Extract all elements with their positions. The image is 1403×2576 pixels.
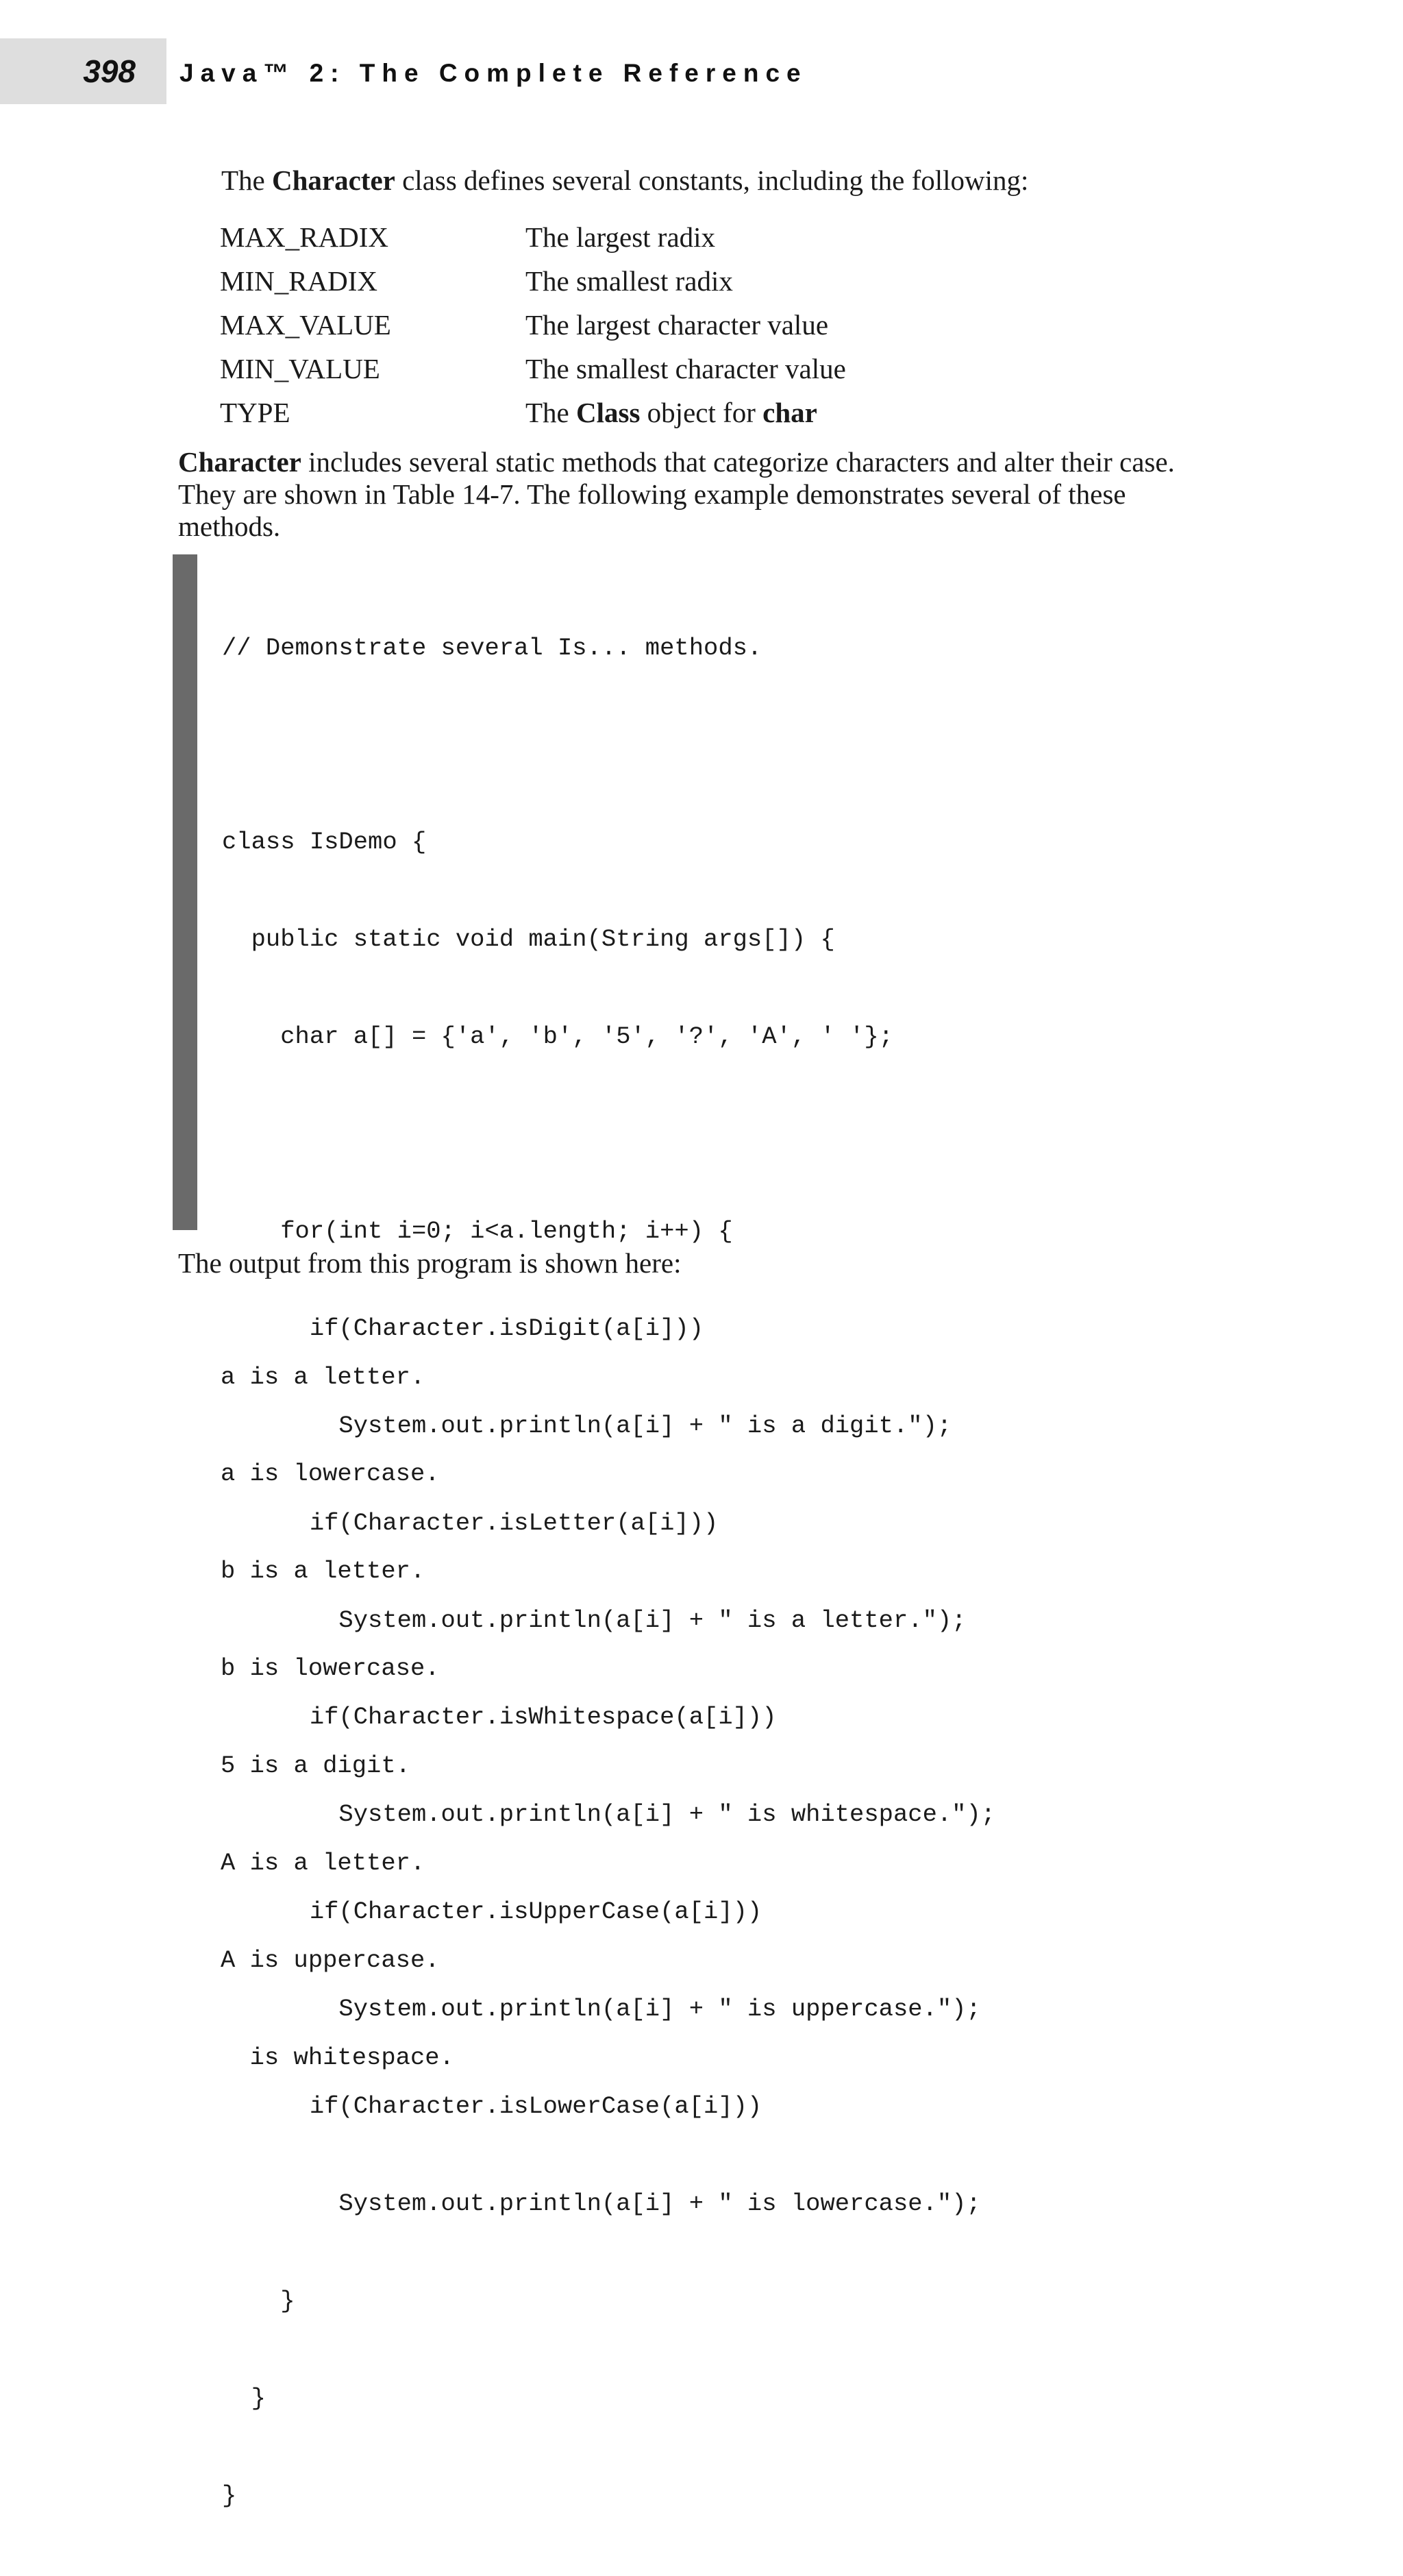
code-line [222,728,995,761]
code-line: if(Character.isUpperCase(a[i])) [222,1898,762,1926]
code-line: public static void main(String args[]) { [222,925,835,954]
running-head: Java™ 2: The Complete Reference [179,59,808,87]
code-line: class IsDemo { [222,828,427,857]
intro-suffix: class defines several constants, including the following: [395,164,1029,196]
description-text: The [525,397,576,428]
intro-sentence [221,164,1028,197]
code-line: System.out.println(a[i] + " is whitespace."); [222,1800,996,1829]
description-bold-class: Class [576,397,641,428]
code-line [222,1118,995,1150]
constant-description [525,306,828,344]
output-intro: The output from this program is shown here: [178,1247,682,1279]
description-bold-char: char [762,397,817,428]
constant-name: MAX_VALUE [220,309,391,341]
code-line: if(Character.isDigit(a[i])) [222,1314,704,1342]
code-line: char a[] = {'a', 'b', '5', '?', 'A', ' '}; [222,1022,893,1051]
output-line: 5 is a digit. [221,1752,410,1780]
code-line: } [222,2481,237,2510]
constant-name: MIN_VALUE [220,353,380,384]
code-line: System.out.println(a[i] + " is lowercase."); [222,2189,981,2218]
output-line: A is uppercase. [221,1946,440,1974]
code-line: for(int i=0; i<a.length; i++) { [222,1216,733,1245]
code-line: } [222,2383,266,2412]
description-text: The largest radix [525,221,716,253]
code-line: if(Character.isLowerCase(a[i])) [222,2092,762,2120]
page-number: 398 [83,53,136,89]
output-line: b is lowercase. [221,1654,440,1683]
page-number-tab [0,38,166,104]
description-text: object for [640,397,763,428]
description-text: The smallest radix [525,265,733,297]
code-line: System.out.println(a[i] + " is a letter."); [222,1606,967,1634]
output-line: A is a letter. [221,1849,425,1878]
code-line: } [222,2286,295,2315]
constant-description [525,349,846,388]
output-line: is whitespace. [221,2043,454,2072]
output-line: a is a letter. [221,1362,425,1391]
code-line: System.out.println(a[i] + " is a digit."); [222,1411,952,1440]
body-paragraph [178,446,1199,543]
constant-description [525,218,715,256]
paragraph-text: includes several static methods that categorize characters and alter their case. They are shown in Table 14-7. The following example demonstrates several of these methods. [178,446,1175,542]
code-line: if(Character.isWhitespace(a[i])) [222,1703,777,1732]
constant-description [525,393,817,432]
output-line: b is a letter. [221,1557,425,1586]
program-output [221,1296,454,2106]
code-line: if(Character.isLetter(a[i])) [222,1508,719,1537]
paragraph-class-name: Character [178,446,301,478]
description-text: The smallest character value [525,353,846,384]
code-line: System.out.println(a[i] + " is uppercase."); [222,1995,981,2024]
output-line: a is lowercase. [221,1460,440,1488]
code-listing-bar [173,554,197,1230]
constant-description [525,262,733,300]
intro-prefix: The [221,164,272,196]
code-line: // Demonstrate several Is... methods. [222,633,762,662]
description-text: The largest character value [525,309,829,341]
constant-name: TYPE [220,397,290,428]
constant-name: MAX_RADIX [220,221,388,253]
intro-class-name: Character [272,164,395,196]
constant-name: MIN_RADIX [220,265,378,297]
